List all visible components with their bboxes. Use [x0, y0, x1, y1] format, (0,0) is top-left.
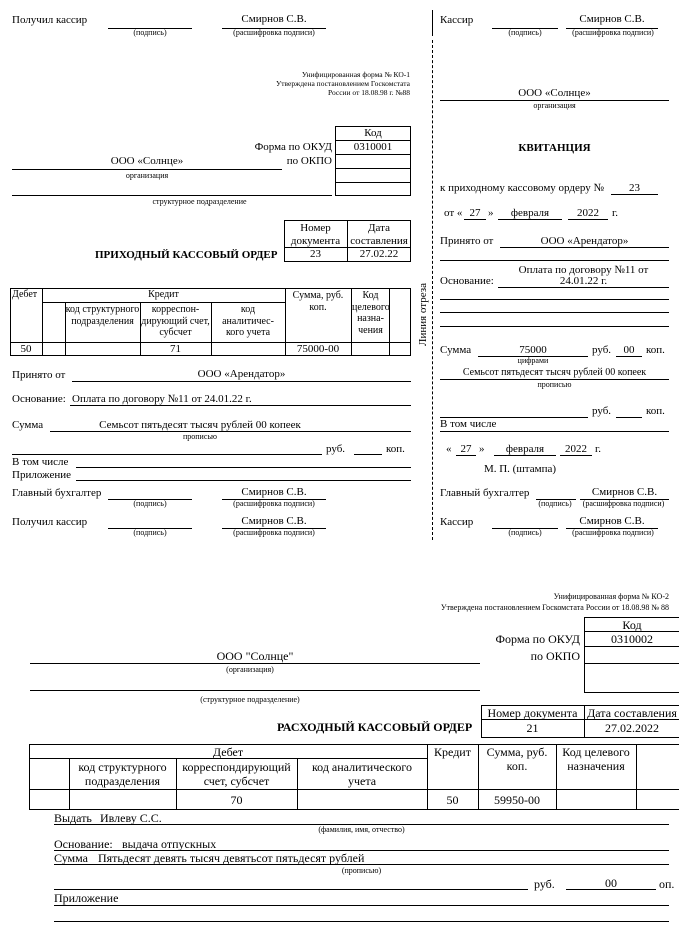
stamp-label: М. П. (штампа) — [483, 463, 557, 475]
sum-words: Семьсот пятьдесят тысяч рублей 00 копеек — [462, 367, 647, 378]
attachment-line — [76, 480, 411, 481]
organization-line — [30, 663, 480, 664]
credit-header: Кредит — [434, 745, 471, 759]
including-label: В том числе — [440, 418, 497, 430]
received-from-line — [72, 381, 411, 382]
sum-words: Пятьдесят девять тысяч девятьсот пятьдесят рублей — [98, 851, 365, 865]
corr-account-header: корреспондирующий счет, субсчет — [182, 760, 291, 788]
code-box-row — [584, 646, 679, 647]
sum-digits: 75000 — [519, 344, 547, 356]
day-line — [464, 219, 486, 220]
month-line — [494, 455, 556, 456]
decoding-caption: (расшифровка подписи) — [572, 528, 654, 537]
code-box-row — [335, 182, 411, 183]
organization-caption: организация — [125, 171, 169, 180]
order-number-line — [611, 194, 658, 195]
table-row-line — [10, 342, 411, 343]
received-from: ООО «Арендатор» — [540, 235, 629, 247]
cashier-name: Смирнов С.В. — [241, 515, 307, 527]
form-note-1: Унифицированная форма № КО-2 — [553, 592, 669, 601]
sum-line-2 — [12, 454, 322, 455]
day: 27 — [469, 207, 481, 219]
analytic-code-header: код аналитичес-кого учета — [222, 304, 274, 338]
cashier-label: Кассир — [440, 14, 474, 26]
doc-number: 21 — [526, 721, 539, 735]
doc-date: 27.02.2022 — [605, 721, 659, 735]
form-note-2: Утверждена постановлением Госкомстата России от 18.08.98 № 88 — [440, 603, 669, 612]
signature-caption: (подпись) — [133, 528, 167, 537]
kop-label: оп. — [659, 877, 675, 891]
signature-caption: (подпись) — [508, 528, 542, 537]
date-close: » — [479, 443, 485, 455]
document-title: ПРИХОДНЫЙ КАССОВЫЙ ОРДЕР — [95, 249, 278, 261]
attachment-label: Приложение — [54, 891, 119, 905]
decoding-caption: (расшифровка подписи) — [233, 499, 315, 508]
signature-caption: (подпись) — [538, 499, 572, 508]
doc-number-header: Номер документа — [487, 706, 578, 720]
organization-line — [12, 169, 282, 170]
order-number: 23 — [629, 182, 640, 194]
row-corr-account: 70 — [230, 793, 243, 807]
okpo-label: по ОКПО — [286, 155, 332, 167]
organization-caption: (организация) — [226, 665, 274, 674]
signature-caption: (подпись) — [133, 28, 167, 37]
table-col-line — [389, 288, 390, 356]
from-label: от « — [444, 207, 463, 219]
including-line — [76, 467, 411, 468]
kop-value: 00 — [605, 876, 617, 890]
basis: Оплата по договору №11 от 24.01.22 г. — [72, 393, 252, 405]
kop-label-2: коп. — [646, 405, 665, 417]
sum-words: Семьсот пятьдесят тысяч рублей 00 копеек — [99, 419, 301, 431]
subdivision-line — [30, 690, 480, 691]
words-caption: прописью — [537, 380, 572, 389]
struct-code-header: код структурного подразделения — [78, 760, 167, 788]
day-line — [456, 455, 476, 456]
cashier-name: Смирнов С.В. — [579, 515, 645, 527]
okud-label: Форма по ОКУД — [495, 632, 580, 646]
received-cashier-label: Получил кассир — [12, 14, 88, 26]
form-note-3: России от 18.08.98 г. №88 — [327, 88, 410, 97]
basis-label: Основание: — [440, 275, 494, 287]
date-month: февраля — [505, 443, 545, 455]
including-line — [440, 431, 669, 432]
kop-line — [354, 454, 382, 455]
issue-to: Ивлеву С.С. — [100, 811, 162, 825]
blank-line — [440, 312, 669, 313]
issue-label: Выдать — [54, 811, 92, 825]
code-header: Код — [364, 127, 382, 139]
purpose-code-header: Код целевого назначения — [562, 745, 630, 773]
date-year: 2022 — [565, 443, 587, 455]
code-box-row — [584, 663, 679, 664]
year: 2022 — [577, 207, 599, 219]
date-day: 27 — [460, 443, 472, 455]
decoding-caption: (расшифровка подписи) — [572, 28, 654, 37]
basis-line2: 24.01.22 г. — [559, 275, 608, 287]
decoding-caption: (расшифровка подписи) — [233, 528, 315, 537]
sum-label: Сумма — [440, 344, 472, 356]
row-corr-account: 71 — [170, 343, 181, 355]
kop-line — [616, 356, 642, 357]
kop-value: 00 — [623, 344, 635, 356]
rub-label: руб. — [534, 877, 555, 891]
okud-value: 0310001 — [353, 141, 393, 153]
analytic-code-header: код аналитического учета — [311, 760, 413, 788]
cashier-name: Смирнов С.В. — [579, 13, 645, 25]
code-box-row — [335, 154, 411, 155]
attachment-label: Приложение — [12, 469, 72, 481]
okpo-label: по ОКПО — [530, 649, 580, 663]
sum-header: Сумма, руб. коп. — [486, 745, 548, 773]
form-note-1: Унифицированная форма № КО-1 — [301, 70, 410, 79]
document-title: РАСХОДНЫЙ КАССОВЫЙ ОРДЕР — [277, 720, 473, 734]
chief-accountant-name: Смирнов С.В. — [591, 486, 658, 498]
blank-line — [440, 299, 669, 300]
signature-caption: (подпись) — [133, 499, 167, 508]
attachment-line — [54, 905, 669, 906]
month: февраля — [510, 207, 550, 219]
receipt-title: КВИТАНЦИЯ — [518, 142, 591, 154]
sum-label: Сумма — [12, 419, 44, 431]
code-box-row — [335, 168, 411, 169]
received-cashier-label: Получил кассир — [12, 516, 88, 528]
words-caption: прописью — [182, 432, 218, 441]
okud-value: 0310002 — [611, 632, 653, 646]
debit-header: Дебет — [12, 289, 38, 300]
top-divider — [432, 10, 433, 36]
corr-account-header: корреспон-дирующий счет, субсчет — [141, 304, 210, 338]
basis-label: Основание: — [12, 393, 66, 405]
sum-header: Сумма, руб. коп. — [292, 290, 344, 313]
rub-label: руб. — [326, 443, 346, 455]
quote-close: » — [488, 207, 494, 219]
okud-label: Форма по ОКУД — [254, 141, 332, 153]
rub-label-2: руб. — [592, 405, 612, 417]
including-label: В том числе — [12, 456, 69, 468]
received-from-label: Принято от — [12, 369, 66, 381]
subdivision-line — [12, 195, 332, 196]
chief-accountant-name: Смирнов С.В. — [241, 486, 307, 498]
sum-line — [54, 864, 669, 865]
doc-date-header: Дата составления — [350, 222, 408, 247]
name-caption: (фамилия, имя, отчество) — [318, 825, 405, 834]
row-credit: 50 — [446, 793, 459, 807]
organization: ООО «Солнце» — [518, 87, 591, 99]
row-sum: 75000-00 — [296, 343, 340, 355]
cashier-label: Кассир — [440, 516, 474, 528]
words-caption: (прописью) — [341, 866, 382, 875]
year-line — [560, 455, 592, 456]
doc-number: 23 — [310, 248, 321, 260]
date-open: « — [446, 443, 452, 455]
cashier-name: Смирнов С.В. — [241, 13, 307, 25]
decoding-caption: (расшифровка подписи) — [233, 28, 315, 37]
struct-code-header: код структурного подразделения — [65, 304, 140, 327]
subdivision-caption: (структурное подразделение) — [200, 695, 300, 704]
received-from: ООО «Арендатор» — [197, 368, 286, 380]
kop-label: коп. — [646, 344, 665, 356]
sum-line — [50, 431, 411, 432]
decoding-caption: (расшифровка подписи) — [582, 499, 665, 508]
year-suffix: г. — [612, 207, 619, 219]
received-from-line — [500, 247, 669, 248]
organization-caption: организация — [533, 101, 576, 110]
doc-number-header: Номер документа — [290, 222, 341, 247]
purpose-code-header: Код целевого назна-чения — [352, 290, 390, 336]
blank-line — [440, 326, 669, 327]
kop-line-2 — [616, 417, 642, 418]
received-from-label: Принято от — [440, 235, 494, 247]
table-row-line — [29, 789, 679, 790]
doc-date-header: Дата составления — [587, 706, 677, 720]
table-col-line — [211, 302, 212, 356]
row-debit: 50 — [20, 343, 32, 355]
basis-line — [498, 287, 669, 288]
basis: выдача отпускных — [122, 837, 217, 851]
order-label: к приходному кассовому ордеру № — [440, 182, 604, 194]
attachment-line-2 — [54, 921, 669, 922]
table-row-line — [42, 302, 285, 303]
debit-header: Дебет — [212, 745, 244, 759]
organization: ООО «Солнце» — [110, 155, 184, 167]
basis-line — [70, 405, 411, 406]
row-sum: 59950-00 — [494, 793, 540, 807]
kop-label: коп. — [386, 443, 405, 455]
code-header: Код — [622, 618, 642, 632]
blank-line — [440, 260, 669, 261]
chief-accountant-label: Главный бухгалтер — [440, 487, 530, 499]
signature-caption: (подпись) — [508, 28, 542, 37]
chief-accountant-label: Главный бухгалтер — [12, 487, 102, 499]
year-line — [568, 219, 608, 220]
basis-label: Основание: — [54, 837, 113, 851]
cut-line-label: Линия отреза — [417, 283, 429, 346]
credit-header: Кредит — [148, 289, 179, 300]
cut-line — [432, 40, 433, 540]
form-note-2: Утверждена постановлением Госкомстата — [275, 79, 410, 88]
sum-label: Сумма — [54, 851, 88, 865]
organization: ООО "Солнце" — [216, 649, 294, 663]
table-col-line — [636, 744, 637, 810]
doc-date: 27.02.22 — [359, 248, 399, 260]
date-year-suffix: г. — [595, 443, 602, 455]
digits-caption: цифрами — [517, 356, 549, 365]
month-line — [498, 219, 562, 220]
sum-line-2 — [54, 889, 528, 890]
subdivision-caption: структурное подразделение — [152, 197, 247, 206]
rub-label: руб. — [592, 344, 612, 356]
basis-line1: Оплата по договору №11 от — [518, 264, 649, 276]
